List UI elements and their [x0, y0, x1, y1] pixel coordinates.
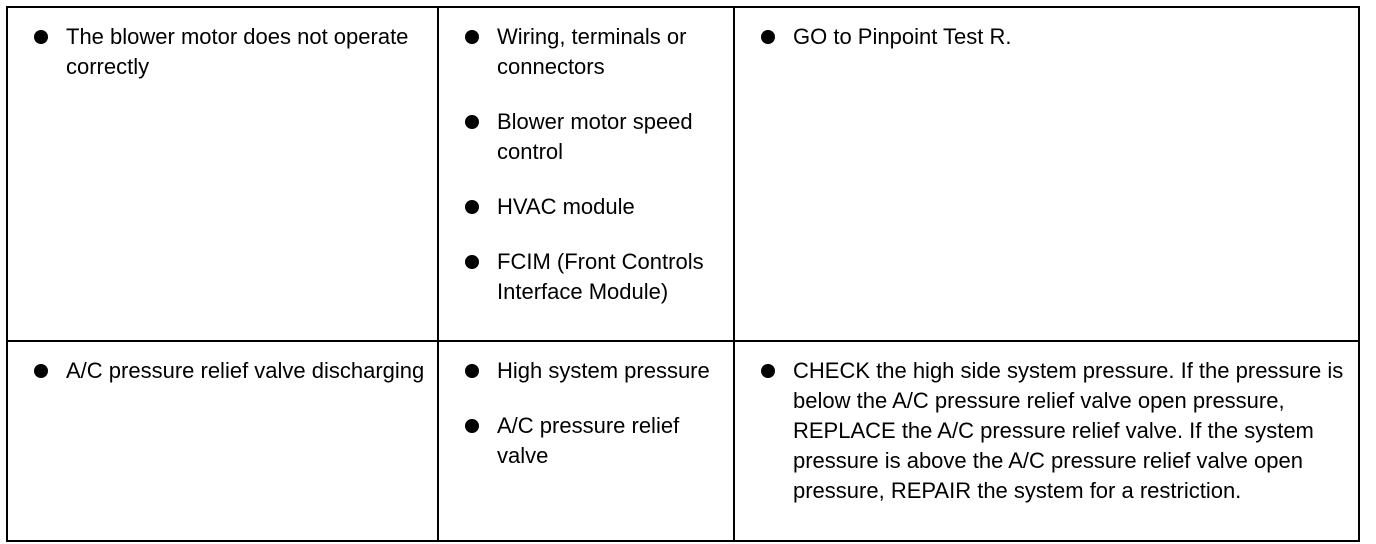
list-item [463, 411, 721, 471]
list-item [759, 22, 1346, 52]
action-cell [734, 7, 1359, 341]
source-text: High system pressure [497, 358, 710, 383]
list-item [463, 107, 721, 167]
bullet-icon [34, 30, 48, 44]
list-item [463, 247, 721, 307]
source-text: A/C pressure relief valve [497, 413, 680, 468]
list-item [463, 192, 721, 222]
action-text: CHECK the high side system pressure. If the pressure is below the A/C pressure relief valve open pressure, REPLACE the A/C pressure relief valve. If the system pressure is above the A/C pressure relief valve open pressure, REPAIR the system for a restriction. [793, 358, 1344, 503]
action-list [759, 22, 1346, 52]
bullet-icon [34, 364, 48, 378]
condition-cell [7, 341, 438, 541]
list-item [759, 356, 1346, 506]
source-text: FCIM (Front Controls Interface Module) [497, 249, 704, 304]
bullet-icon [465, 30, 479, 44]
source-list [463, 22, 721, 307]
source-text: HVAC module [497, 194, 635, 219]
source-text: Blower motor speed control [497, 109, 693, 164]
bullet-icon [465, 364, 479, 378]
bullet-icon [465, 200, 479, 214]
source-text: Wiring, terminals or connectors [497, 24, 687, 79]
list-item [32, 356, 425, 386]
source-list [463, 356, 721, 471]
source-cell [438, 7, 734, 341]
table-row [7, 7, 1359, 341]
action-cell [734, 341, 1359, 541]
source-cell [438, 341, 734, 541]
list-item [463, 356, 721, 386]
table-row [7, 341, 1359, 541]
bullet-icon [761, 30, 775, 44]
list-item [32, 22, 425, 82]
condition-cell [7, 7, 438, 341]
diagnostic-table [6, 6, 1360, 542]
bullet-icon [465, 419, 479, 433]
bullet-icon [761, 364, 775, 378]
action-text: GO to Pinpoint Test R. [793, 24, 1012, 49]
condition-list [32, 356, 425, 386]
list-item [463, 22, 721, 82]
bullet-icon [465, 255, 479, 269]
condition-text: The blower motor does not operate correctly [66, 24, 409, 79]
bullet-icon [465, 115, 479, 129]
action-list [759, 356, 1346, 506]
condition-list [32, 22, 425, 82]
condition-text: A/C pressure relief valve discharging [66, 358, 425, 383]
